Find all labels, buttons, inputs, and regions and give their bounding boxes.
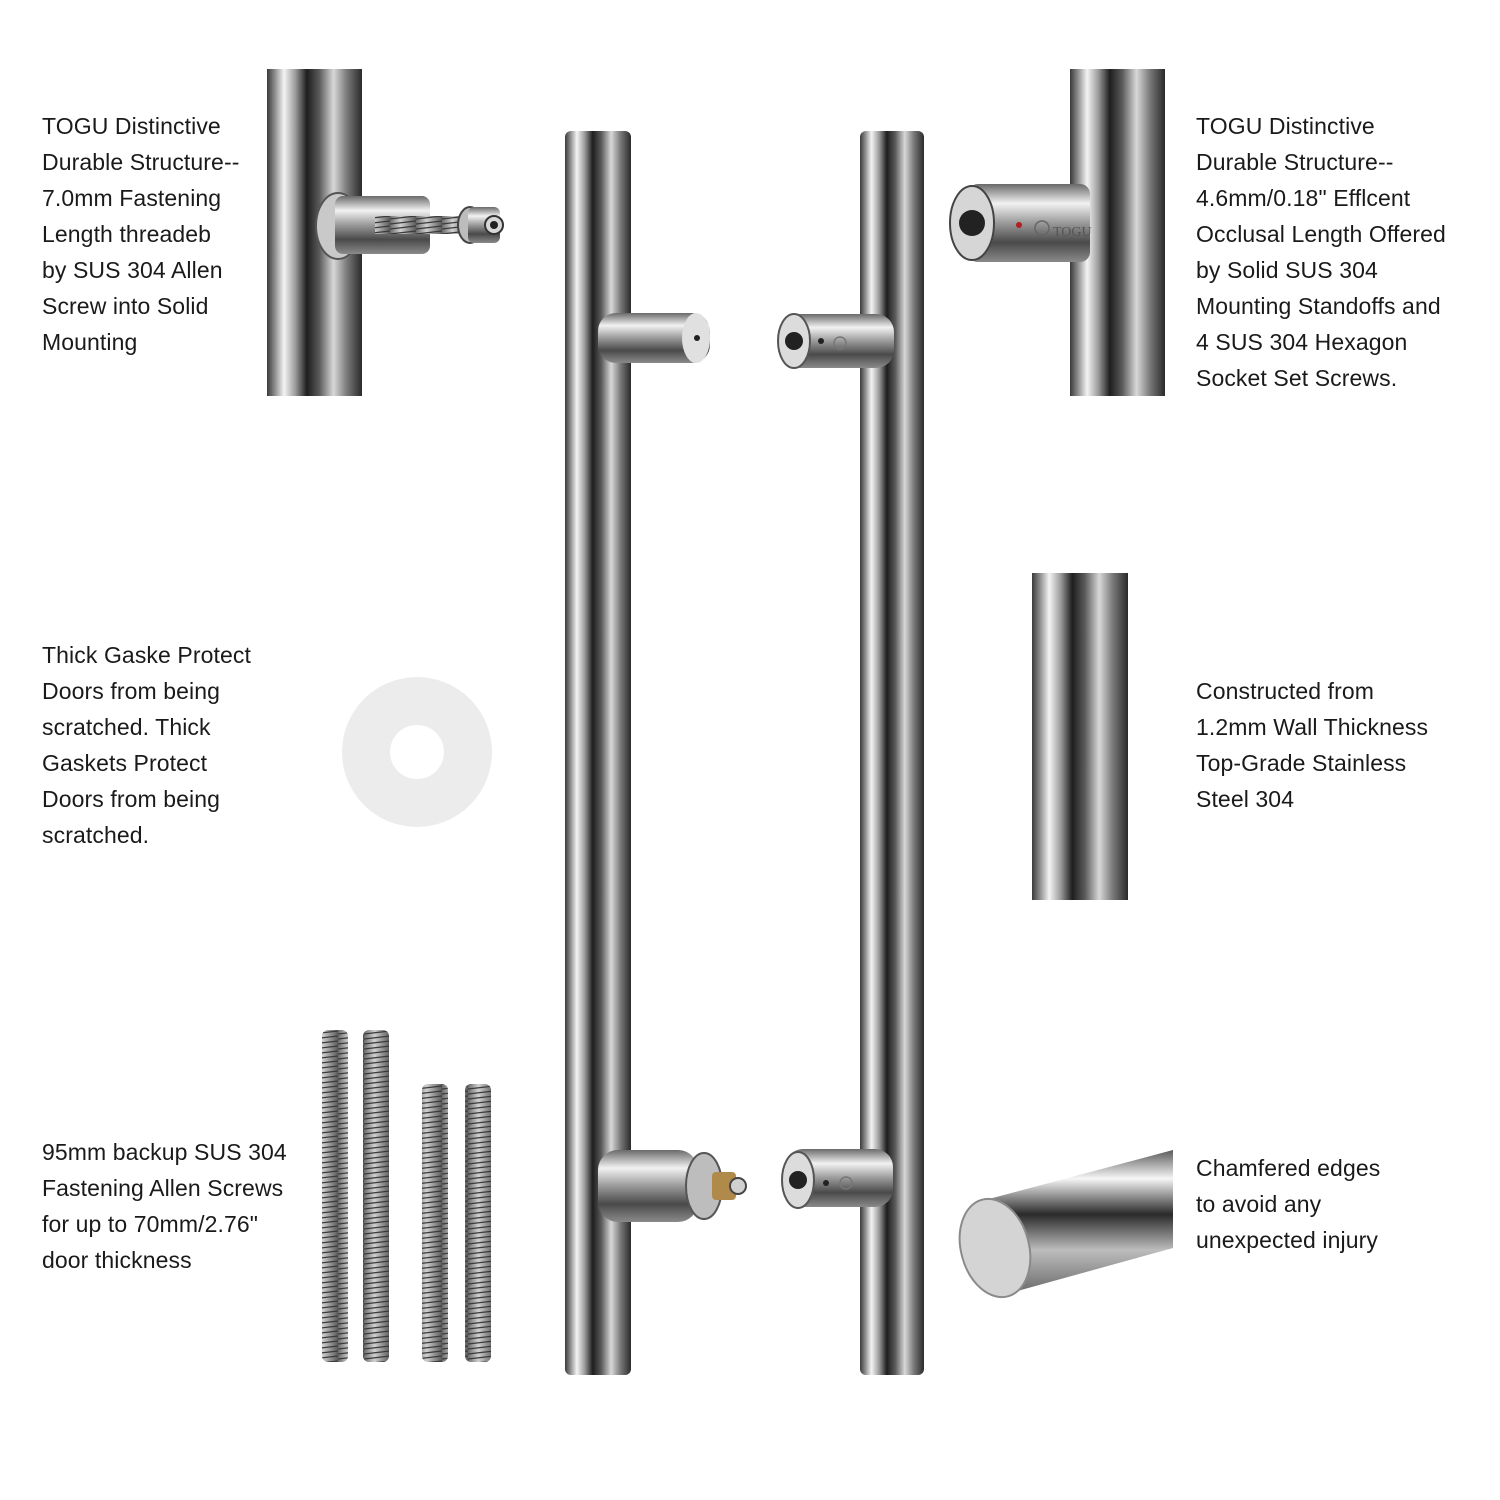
caption-gasket: Thick Gaske Protect Doors from being scratched. Thick Gaskets Protect Doors from being scratched. [42, 642, 251, 848]
handle-left [565, 131, 746, 1375]
caption-screw-mount: TOGU Distinctive Durable Structure-- 7.0mm Fastening Length threadeb by SUS 304 Allen Screw into Solid Mounting [42, 113, 240, 355]
backup-screws [322, 1030, 491, 1362]
handle-right [778, 131, 924, 1375]
gasket [342, 677, 492, 827]
tube-section [1032, 573, 1128, 900]
detail-screw-mount [267, 69, 503, 396]
caption-backup-screws: 95mm backup SUS 304 Fastening Allen Screws for up to 70mm/2.76" door thickness [42, 1139, 287, 1273]
caption-wall-thickness: Constructed from 1.2mm Wall Thickness Top-Grade Stainless Steel 304 [1196, 678, 1429, 812]
caption-chamfered: Chamfered edges to avoid any unexpected injury [1196, 1155, 1381, 1253]
detail-logo-standoff [950, 69, 1165, 396]
togu-logo-text: TOGU [1053, 225, 1092, 240]
chamfered-end [949, 1150, 1173, 1305]
caption-standoffs: TOGU Distinctive Durable Structure-- 4.6mm/0.18" Efflcent Occlusal Length Offered by Solid SUS 304 Mounting Standoffs and 4 SUS 304 Hexagon Socket Set Screws. [1196, 113, 1446, 391]
